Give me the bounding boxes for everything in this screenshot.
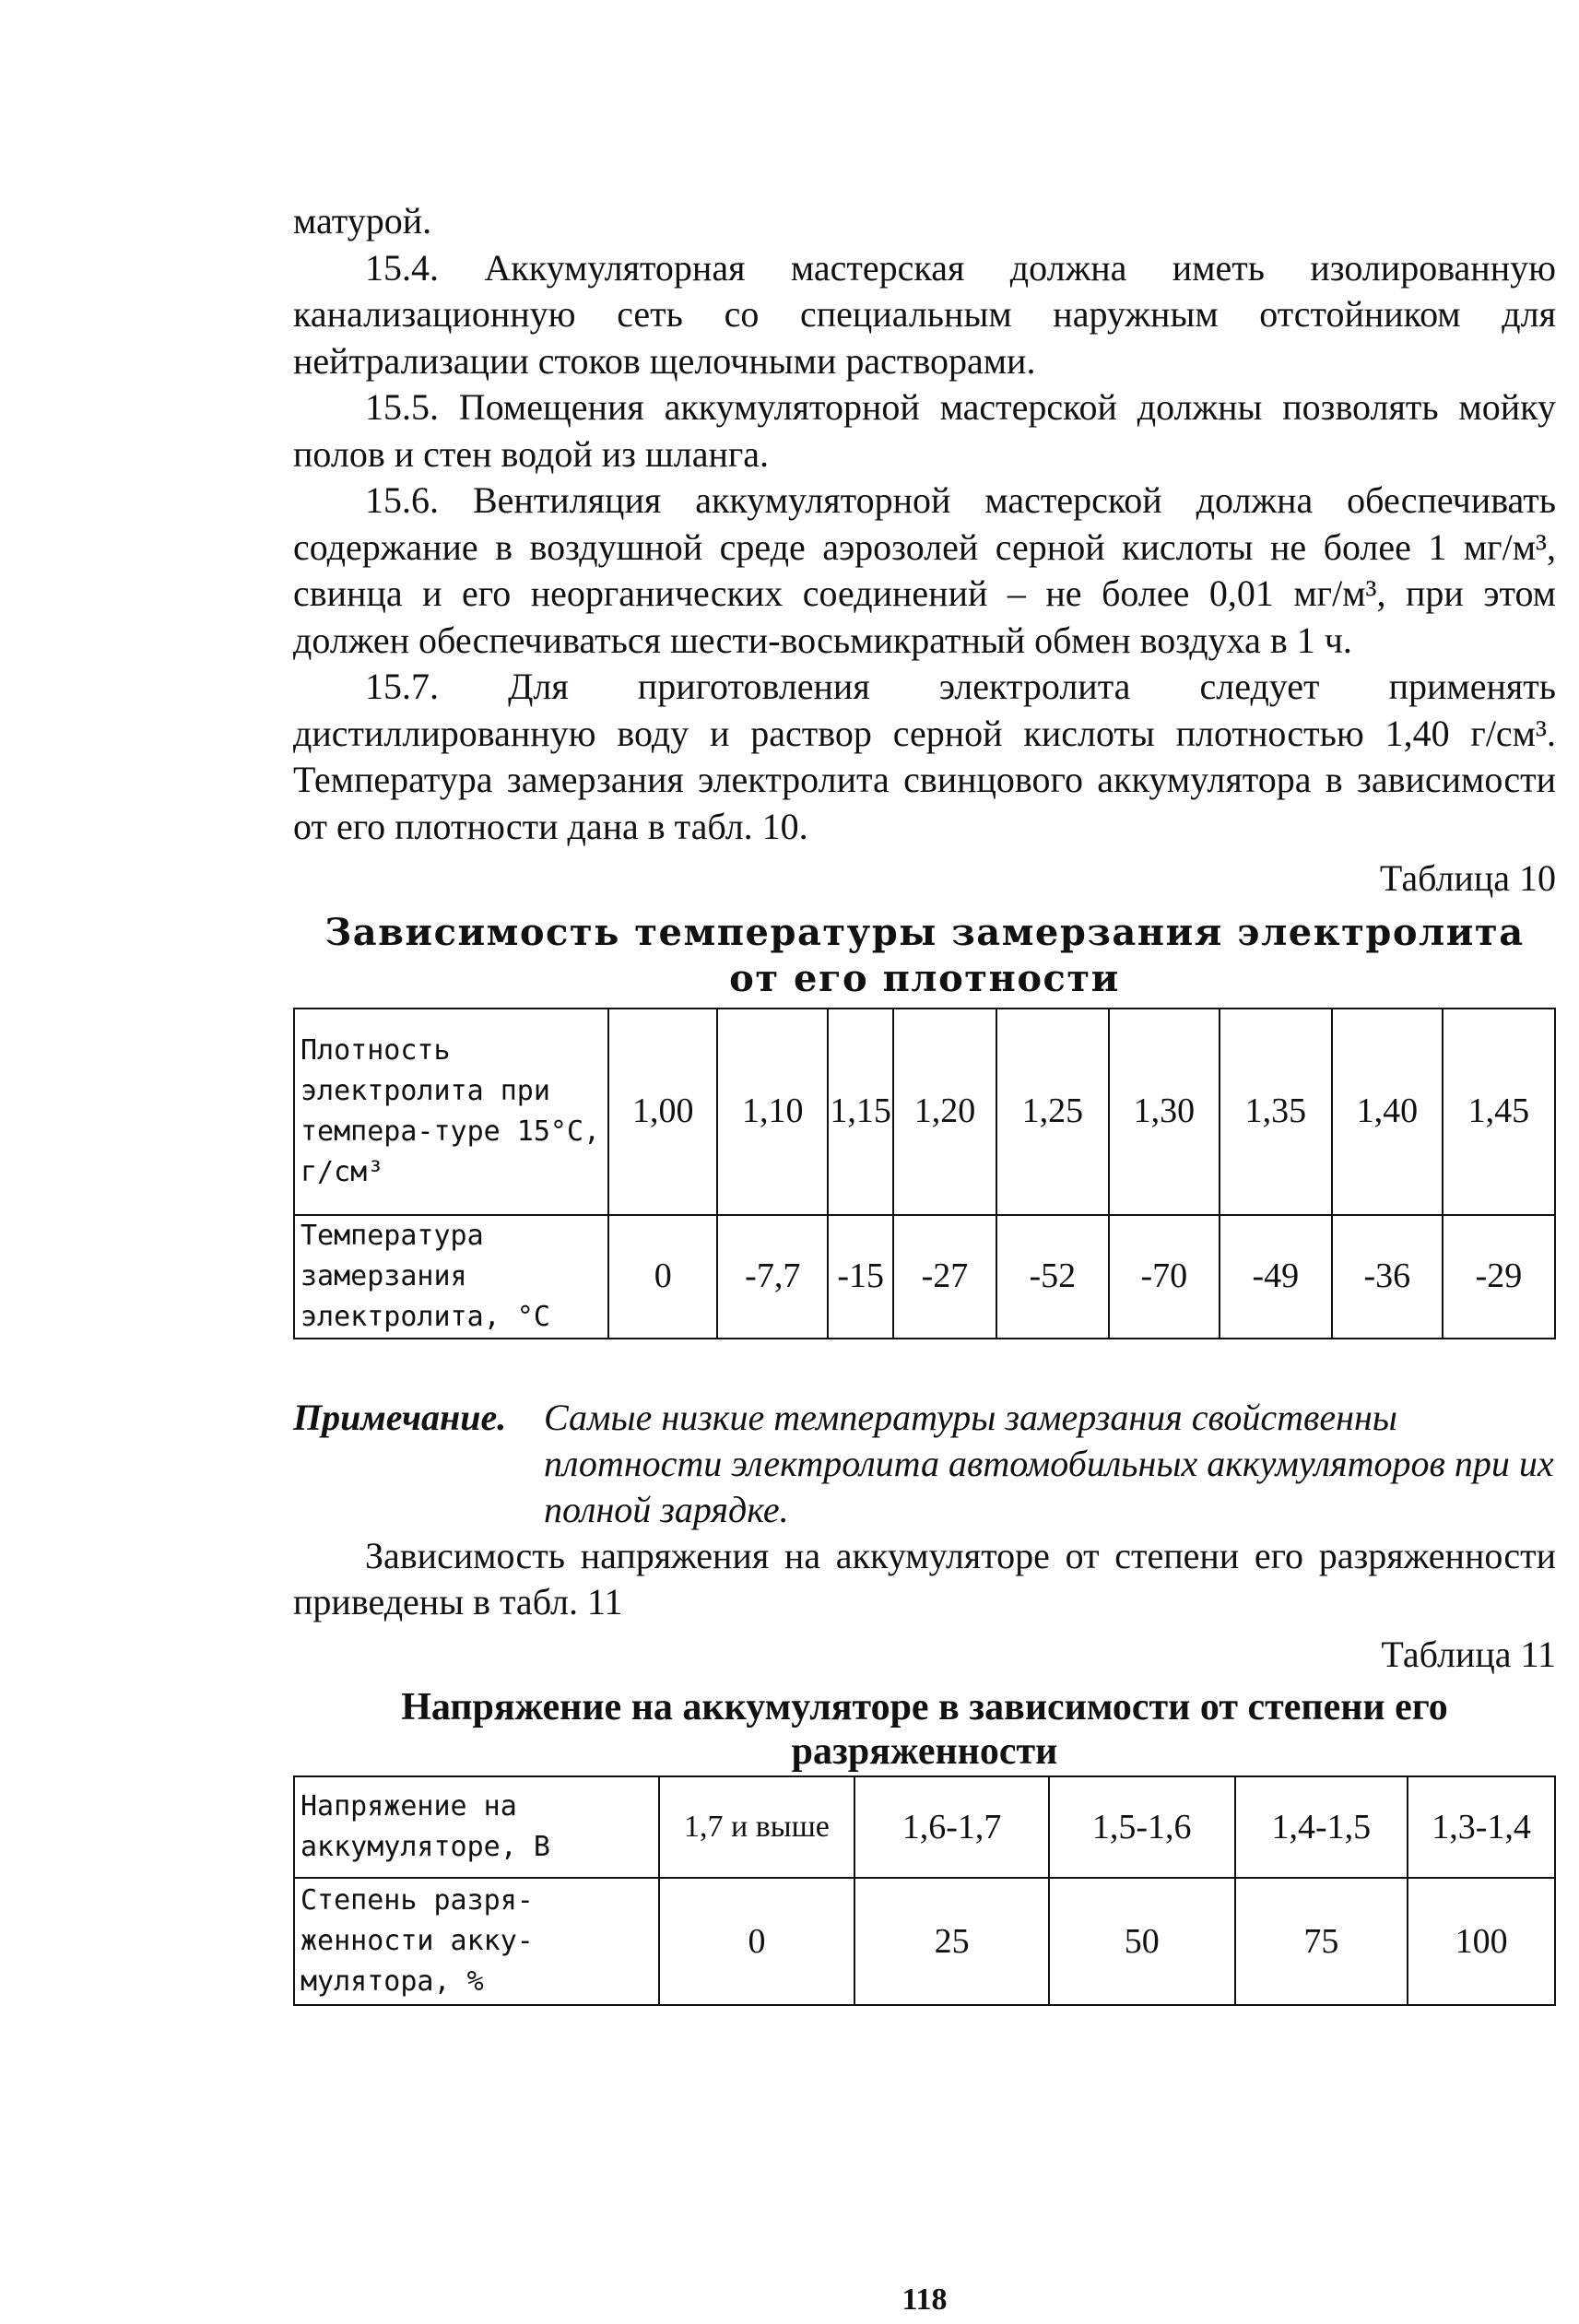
table10-freezing-cell: -49 <box>1220 1215 1332 1339</box>
paragraph-15-7: 15.7. Для приготовления электролита следует применять дистиллированную воду и раствор серной кислоты плотностью 1,40 г/см³. Температура замерзания электролита свинцового аккумулятора в зависимости от его плотности дана в табл. 10. <box>293 666 1556 847</box>
table10-density-cell: 1,40 <box>1332 1009 1443 1215</box>
table10-density-cell: 1,20 <box>893 1009 996 1215</box>
table10-density-cell: 1,25 <box>996 1009 1109 1215</box>
table10-freezing-cell: -70 <box>1109 1215 1220 1339</box>
table10-density-cell: 1,15 <box>828 1009 893 1215</box>
table10-freezing-cell: -52 <box>996 1215 1109 1339</box>
paragraph-15-6: 15.6. Вентиляция аккумуляторной мастерской должна обеспечивать содержание в воздушной среде аэрозолей серной кислоты не более 1 мг/м³, свинца и его неорганических соединений – не более 0,01 мг/м³, при этом должен обеспечиваться шести-восьмикратный обмен воздуха в 1 ч. <box>293 479 1556 661</box>
table10-freezing-header: Температура замерзания электролита, °С <box>294 1215 608 1339</box>
table11-discharge-cell: 0 <box>659 1878 855 2005</box>
paragraph-continuation: матурой. <box>293 200 432 242</box>
table11-voltage-cell: 1,6-1,7 <box>854 1776 1049 1878</box>
table11-caption: Таблица 11 <box>1381 1633 1556 1675</box>
table10-freezing-cell: -29 <box>1443 1215 1555 1339</box>
table11-voltage-cell: 1,7 и выше <box>659 1776 855 1878</box>
table11-discharge-cell: 50 <box>1049 1878 1235 2005</box>
table10-freezing-cell: -27 <box>893 1215 996 1339</box>
table11-voltage-cell: 1,4-1,5 <box>1235 1776 1408 1878</box>
document-page <box>293 198 1556 2317</box>
note-label: Примечание. <box>293 1396 507 1438</box>
table10-freezing-cell: 0 <box>608 1215 717 1339</box>
table11-discharge-cell: 25 <box>854 1878 1049 2005</box>
table10-title: Зависимость температуры замерзания электролита от его плотности <box>324 910 1525 1000</box>
table10-density-header: Плотность электролита при темпера-туре 15°С, г/см³ <box>294 1009 608 1215</box>
table10-density-cell: 1,45 <box>1443 1009 1555 1215</box>
page-number: 118 <box>901 2283 948 2317</box>
table10-freezing-cell: -36 <box>1332 1215 1443 1339</box>
table10-freezing-cell: -7,7 <box>717 1215 828 1339</box>
table11-title: Напряжение на аккумуляторе в зависимости от степени его разряженности <box>401 1686 1448 1773</box>
table11-discharge-header: Степень разря-женности акку-мулятора, % <box>294 1878 659 2005</box>
table10 <box>293 1008 1556 1339</box>
note <box>293 1395 1556 1533</box>
table11-voltage-cell: 1,3-1,4 <box>1408 1776 1555 1878</box>
paragraph-15-5: 15.5. Помещения аккумуляторной мастерской должны позволять мойку полов и стен водой из шланга. <box>293 386 1556 475</box>
table11-discharge-cell: 100 <box>1408 1878 1555 2005</box>
note-text: Самые низкие температуры замерзания свойственны плотности электролита автомобильных аккумуляторов при их полной зарядке. <box>544 1396 1554 1530</box>
table11-voltage-cell: 1,5-1,6 <box>1049 1776 1235 1878</box>
table10-density-cell: 1,35 <box>1220 1009 1332 1215</box>
table11-discharge-cell: 75 <box>1235 1878 1408 2005</box>
table10-density-cell: 1,00 <box>608 1009 717 1215</box>
table10-freezing-cell: -15 <box>828 1215 893 1339</box>
table10-density-cell: 1,30 <box>1109 1009 1220 1215</box>
table10-density-cell: 1,10 <box>717 1009 828 1215</box>
paragraph-table11-intro: Зависимость напряжения на аккумуляторе от степени его разряженности приведены в табл. 11 <box>293 1534 1556 1622</box>
table11 <box>293 1775 1556 2006</box>
table10-caption: Таблица 10 <box>1379 857 1556 899</box>
table11-voltage-header: Напряжение на аккумуляторе, В <box>294 1776 659 1878</box>
paragraph-15-4: 15.4. Аккумуляторная мастерская должна иметь изолированную канализационную сеть со специальным наружным отстойником для нейтрализации стоков щелочными растворами. <box>293 246 1556 382</box>
